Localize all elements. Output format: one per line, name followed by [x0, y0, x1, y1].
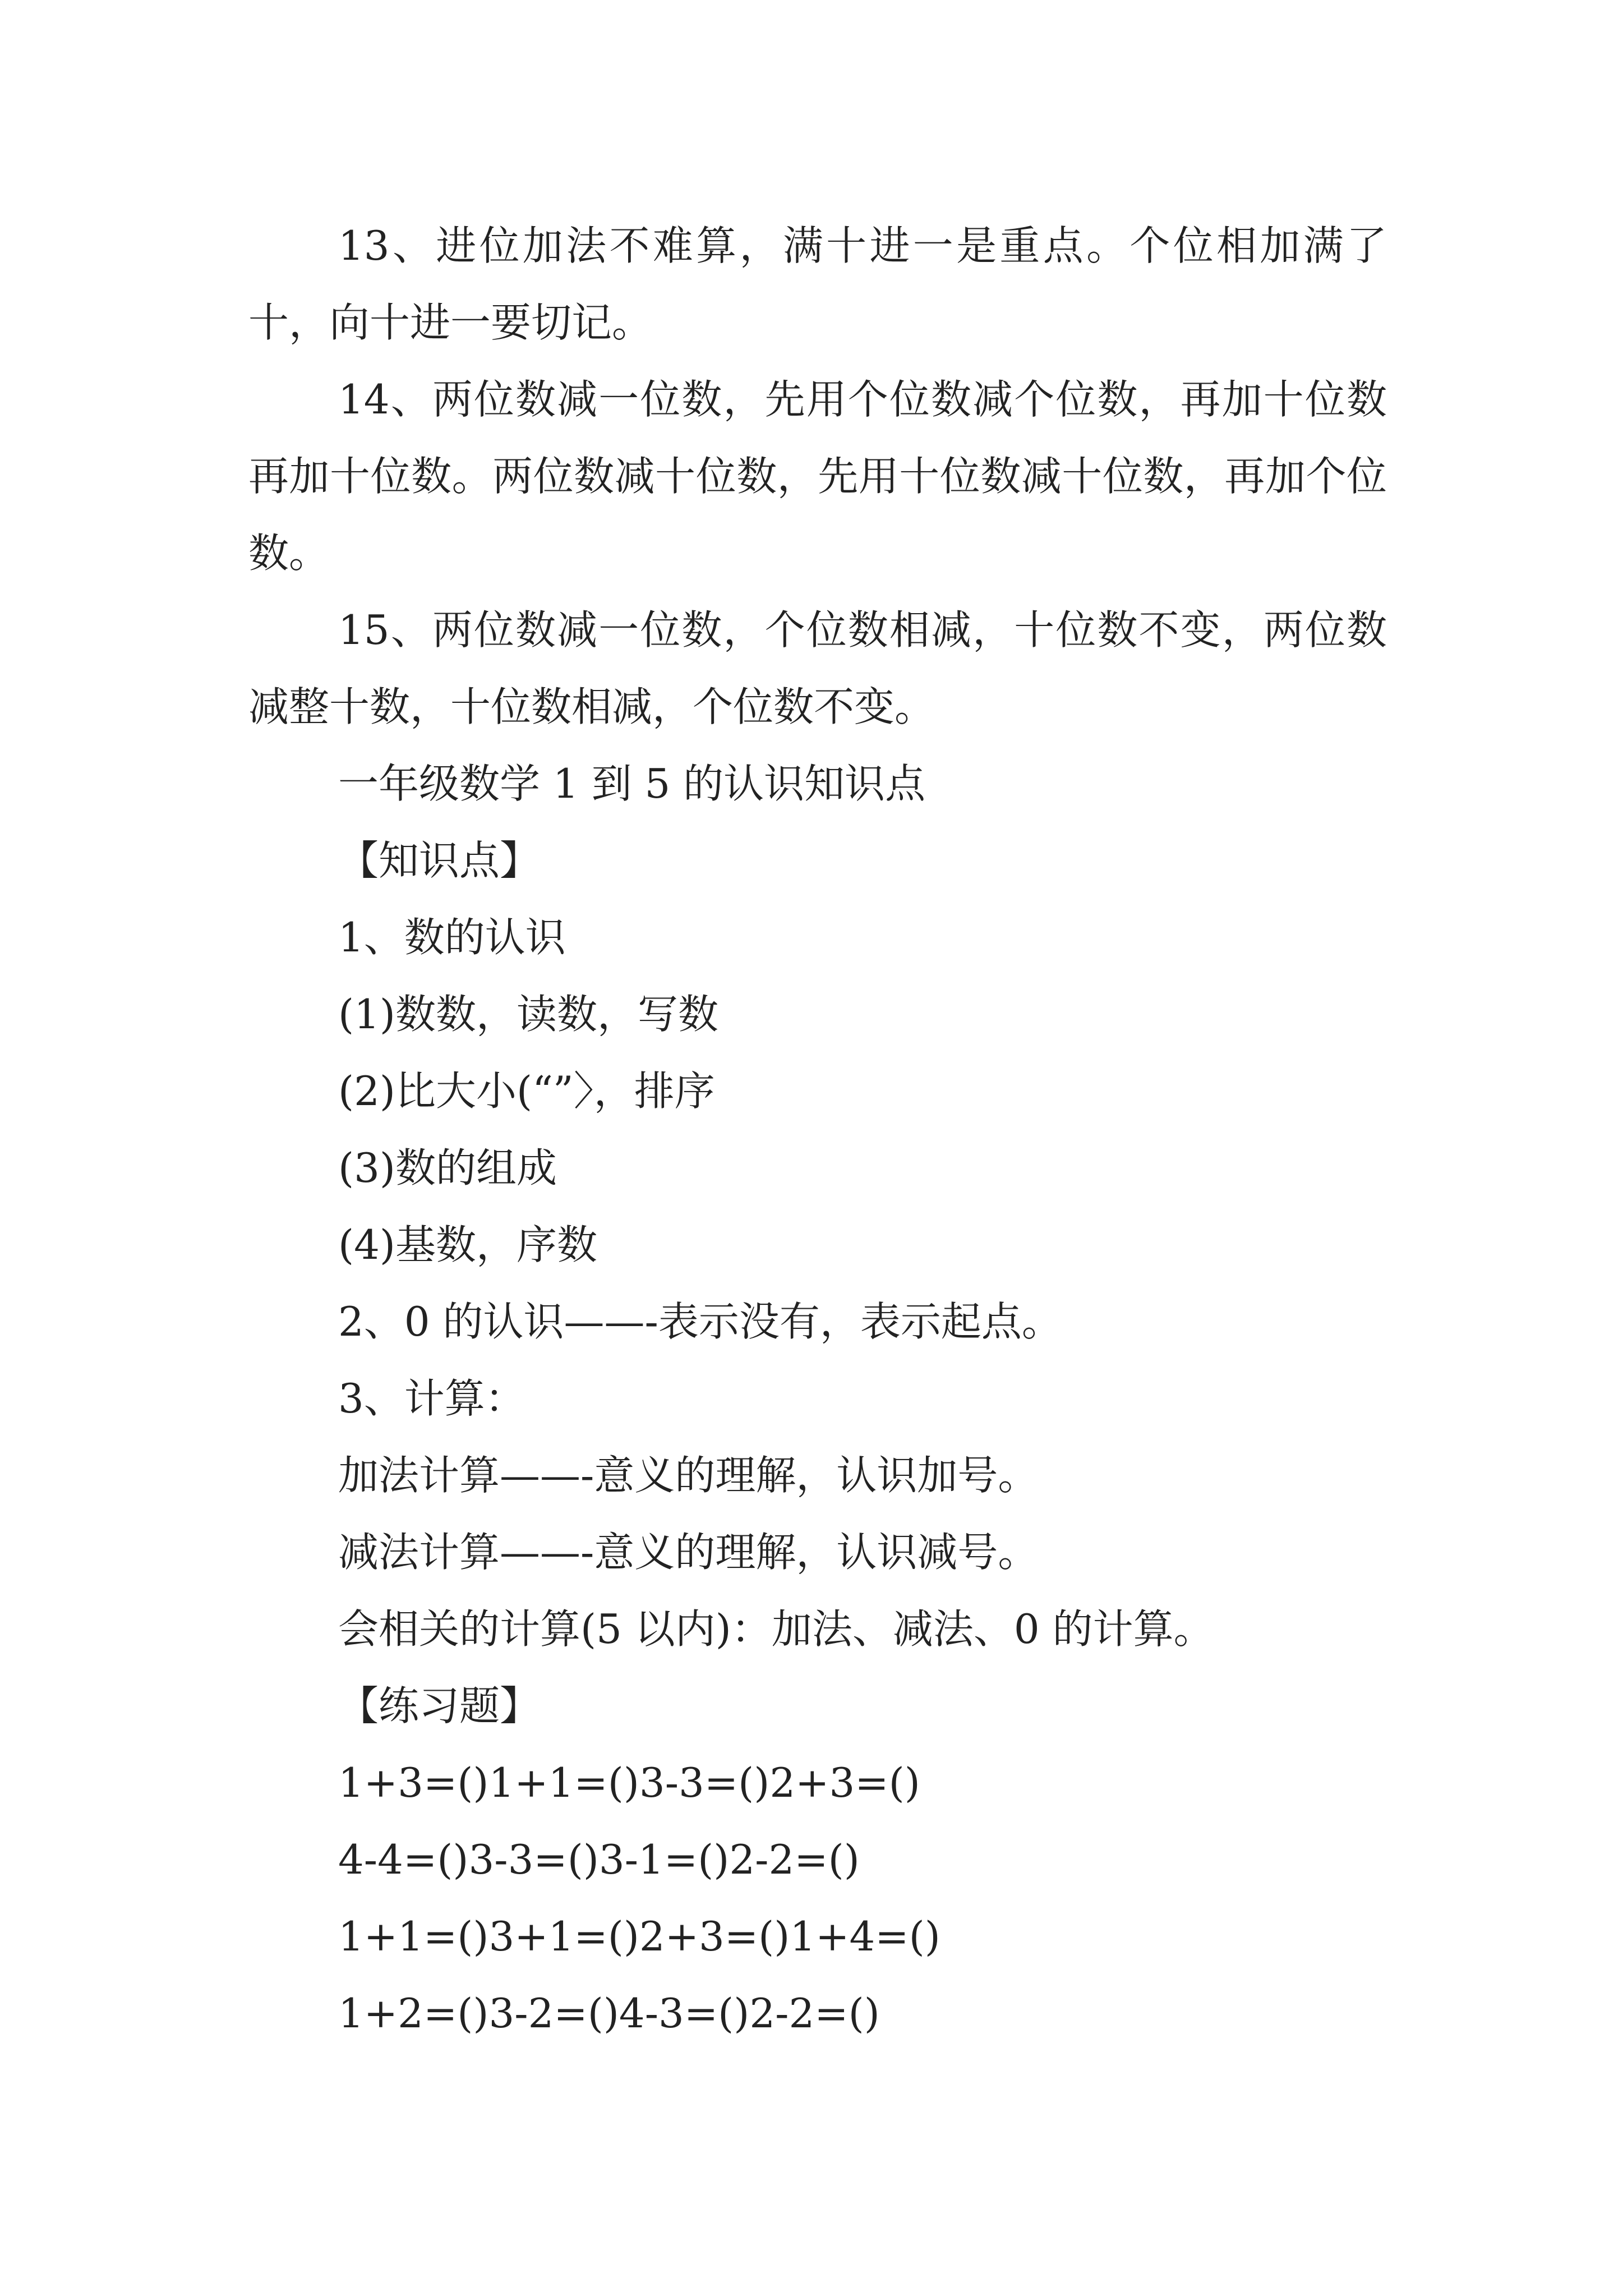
knowledge-heading: 【知识点】 [338, 837, 541, 884]
document-body [248, 208, 1387, 2052]
knowledge-item: (1)数数，读数，写数 [338, 991, 718, 1038]
knowledge-item: 会相关的计算(5 以内)：加法、减法、0 的计算。 [338, 1605, 1214, 1653]
paragraph-13: 13、进位加法不难算，满十进一是重点。个位相加满了十，向十进一要切记。 [248, 222, 1387, 346]
exercise-row: 1+3=()1+1=()3-3=()2+3=() [338, 1759, 920, 1806]
knowledge-item: (4)基数，序数 [338, 1221, 597, 1268]
paragraph-15: 15、两位数减一位数，个位数相减，十位数不变，两位数减整十数，十位数相减，个位数不变。 [248, 606, 1387, 730]
paragraph-14: 14、两位数减一位数，先用个位数减个位数，再加十位数再加十位数。两位数减十位数，先用十位数减十位数，再加个位数。 [248, 376, 1387, 577]
exercise-row: 1+1=()3+1=()2+3=()1+4=() [338, 1913, 940, 1960]
knowledge-item: 2、0 的认识——-表示没有，表示起点。 [338, 1298, 1062, 1345]
knowledge-item: 加法计算——-意义的理解，认识加号。 [338, 1452, 1039, 1499]
knowledge-item: 3、计算： [338, 1375, 525, 1422]
section-title: 一年级数学 1 到 5 的认识知识点 [338, 760, 926, 807]
knowledge-item: (2)比大小(“”〉，排序 [338, 1068, 715, 1115]
knowledge-item: 减法计算——-意义的理解，认识减号。 [338, 1529, 1039, 1576]
exercise-heading: 【练习题】 [338, 1682, 541, 1729]
exercise-row: 1+2=()3-2=()4-3=()2-2=() [338, 1990, 880, 2037]
exercise-row: 4-4=()3-3=()3-1=()2-2=() [338, 1836, 860, 1883]
knowledge-item: 1、数的认识 [338, 914, 566, 961]
knowledge-item: (3)数的组成 [338, 1144, 557, 1191]
